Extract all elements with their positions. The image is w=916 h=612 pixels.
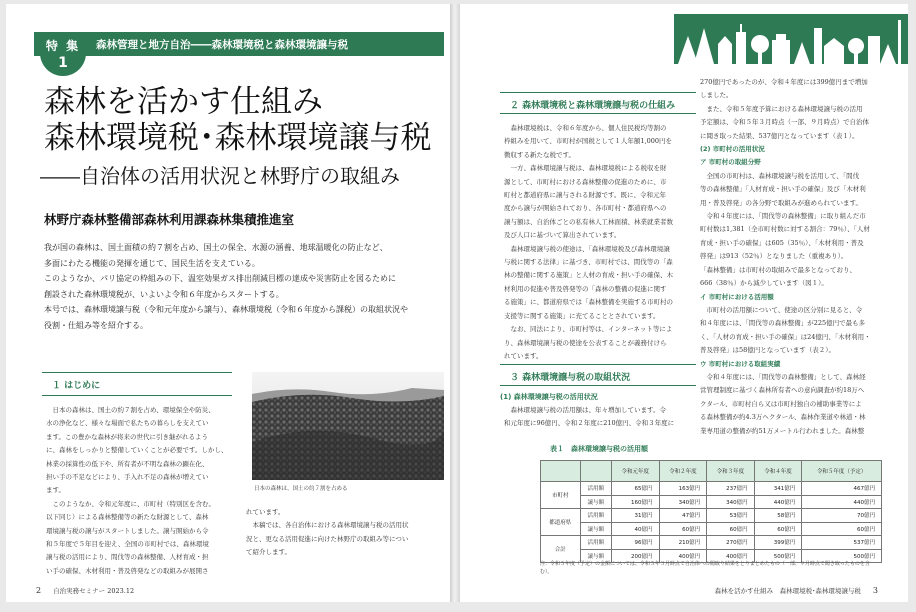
- table-cell: 537億円: [802, 536, 882, 550]
- feature-badge: [40, 32, 86, 76]
- body-line: 予定額は、令和５年３月時点（一部、９月時点）で自治体: [700, 118, 869, 127]
- body-line: 270億円であったのが、令和４年度には399億円まで増加: [700, 78, 868, 86]
- table-cell: 270億円: [707, 536, 755, 550]
- table-cell: 200億円: [611, 549, 659, 563]
- table-cell: 60億円: [707, 522, 755, 536]
- body-line: る森林整備が約4.3万ヘクタール、森林作業道や林道・林: [700, 413, 866, 422]
- feature-title: 森林管理と地方自治――森林環境税と森林環境譲与税: [96, 39, 348, 51]
- table-row-label: 譲与額: [580, 495, 611, 509]
- body-line: ます。: [46, 486, 65, 495]
- left-footer: [36, 586, 134, 595]
- body-line: 譲与額は、自治体ごとの私有林人工林面積、林業就業者数: [504, 217, 673, 226]
- table-cell: 60億円: [754, 522, 802, 536]
- table-row: [541, 495, 882, 509]
- body-line: 森林環境譲与税の使途は、「森林環境税及び森林環境譲: [504, 244, 670, 253]
- table-header-cell: 令和５年度（予定）: [802, 461, 882, 482]
- right-footer: [715, 586, 878, 595]
- running-title: 森林を活かす仕組み 森林環境税･森林環境譲与税: [714, 587, 861, 595]
- book-gutter: [450, 4, 460, 602]
- table-group-label: 都道府県: [541, 509, 581, 536]
- feature-label: 特 集: [45, 39, 81, 53]
- body-line: 林業の採算性の低下や、所有者が不明な森林の顕在化、: [46, 459, 209, 468]
- section3-subheading: (1) 森林環境譲与税の活用状況: [500, 393, 598, 401]
- table-row: [541, 522, 882, 536]
- body-line: 本稿では、各自治体における森林環境譲与税の活用状: [246, 521, 409, 530]
- body-line: 和元年度に96億円、令和２年度に210億円、令和３年度に: [504, 419, 675, 428]
- body-line: 森林環境税は、令和６年度から、個人住民税均等割の: [504, 124, 667, 132]
- table-cell: 340億円: [707, 495, 755, 509]
- table-cell: 53億円: [707, 509, 755, 523]
- body-line: に、森林をしっかりと整備していくことが必要です。しかし、: [46, 446, 228, 455]
- table-header-row: [541, 461, 882, 482]
- body-line: 和４年度には、「間伐等の森林整備」が225億円で最も多: [700, 319, 866, 328]
- skyline-illustration: [674, 14, 908, 64]
- table-cell: 60億円: [659, 522, 707, 536]
- subheading: イ 市町村における活用額: [700, 292, 774, 301]
- body-line: 666（38％）から減少しています（図１）。: [700, 279, 828, 288]
- table-cell: 399億円: [754, 536, 802, 550]
- body-line: り、森林環境譲与税の使途を公表することが義務付けら: [504, 338, 667, 347]
- body-line: 一方、森林環境譲与税は、森林環境税による税収を財: [504, 164, 667, 173]
- body-line: 町村数は1,381（全市町村数に対する割合：79％）、「人材: [700, 225, 870, 234]
- body-line: 市町村の活用額について、使途の区分別に見ると、令: [700, 305, 863, 314]
- body-line: 徴収する新たな税です。: [504, 150, 575, 159]
- forest-photo: [252, 372, 444, 480]
- table1-note: 注：令和５年度（予定）の金額については、令和５年３月時点で自治体への聞取り結果をとりまとめたもの（一部、９月時点で聞き取ったものを含む）。: [540, 561, 870, 575]
- body-line: て紹介します。: [246, 548, 291, 557]
- body-line: 普及啓発」は58億円となっています（表２）。: [700, 346, 836, 355]
- subheading: ア 市町村の取組分野: [700, 158, 761, 167]
- body-line: 度から譲与が開始されており、各市町村・都道府県への: [504, 204, 667, 213]
- body-line: 与税に関する法律」に基づき、市町村では、間伐等の「森: [504, 258, 673, 267]
- body-line: く、「人材の育成・担い手の確保」は24億円、「木材利用・: [700, 332, 871, 341]
- section2-column2: [700, 76, 900, 438]
- section3-heading: ３ 森林環境譲与税の取組状況: [500, 364, 696, 386]
- table1-title: 表１ 森林環境譲与税の活用額: [550, 445, 648, 453]
- body-line: ます。この豊かな森林が将来の世代に引き継がれるよう: [46, 432, 208, 441]
- table-cell: 65億円: [611, 482, 659, 496]
- author-byline: 林野庁森林整備部森林利用課森林集積推進室: [44, 212, 295, 227]
- section3-column1: [504, 404, 704, 431]
- table-header-cell: 令和２年度: [659, 461, 707, 482]
- article-title-line1: 森林を活かす仕組み: [44, 84, 323, 120]
- table-cell: 467億円: [802, 482, 882, 496]
- table-row-label: 譲与額: [580, 549, 611, 563]
- table-cell: 500億円: [754, 549, 802, 563]
- table-header-cell: 令和元年度: [611, 461, 659, 482]
- body-line: 啓発」は913（52％）となりました（重複あり）。: [700, 252, 848, 261]
- lead-line: 本号では、森林環境譲与税（令和元年度から譲与）、森林環境税（令和６年度から課税）の取組状況や: [44, 305, 408, 314]
- body-line: 森林環境譲与税の活用額は、年々増加しています。令: [504, 406, 666, 414]
- body-line: 日本の森林は、国土の約７割を占め、環境保全や防災、: [46, 406, 215, 414]
- table-cell: 210億円: [659, 536, 707, 550]
- lead-line: 多面にわたる機能の発揮を通じて、国民生活を支えている。: [44, 258, 260, 268]
- table-cell: 500億円: [802, 549, 882, 563]
- table-cell: 341億円: [754, 482, 802, 496]
- body-line: 支援等に関する施策」に充てることとされています。: [504, 311, 660, 320]
- body-line: また、令和５年度予算における森林環境譲与税の活用: [700, 104, 863, 113]
- body-line: 源として、市町村における森林整備の促進のために、市: [504, 177, 667, 186]
- section1-heading: １ はじめに: [42, 372, 232, 396]
- photo-caption: 日本の森林は、国土の約７割を占める: [254, 486, 348, 492]
- table-header-cell: 令和３年度: [707, 461, 755, 482]
- body-line: 「森林整備」は市町村の取組みで最多となっており、: [700, 265, 856, 274]
- page-number: 2: [36, 586, 42, 595]
- table-cell: 440億円: [754, 495, 802, 509]
- body-line: 業専用道の整備が約51万メートル行われました。森林整: [700, 426, 865, 435]
- body-line: 町村と都道府県に譲与される財源です。既に、令和元年: [504, 191, 666, 200]
- body-line: 営管理制度に基づく森林所有者への意向調査が約18万へ: [700, 386, 865, 395]
- section2-heading: ２ 森林環境税と森林環境譲与税の仕組み: [500, 92, 696, 114]
- body-line: れています。: [246, 508, 285, 516]
- body-line: 等の森林整備」「人材育成・担い手の確保」及び「木材利: [700, 185, 866, 194]
- table-cell: 47億円: [659, 509, 707, 523]
- feature-number: 1: [58, 55, 68, 71]
- body-line: 用・普及啓発」の各分野で取組みが進められています。: [700, 198, 862, 207]
- lead-line: 我が国の森林は、国土面積の約７割を占め、国土の保全、水源の涵養、地球温暖化の防止など、: [44, 243, 388, 252]
- subheading: ウ 市町村における取組実績: [700, 359, 781, 368]
- section2-column1: [504, 122, 704, 363]
- table-cell: 340億円: [659, 495, 707, 509]
- body-line: れています。: [504, 351, 543, 360]
- table-header-cell: 令和４年度: [754, 461, 802, 482]
- body-line: 枠組みを用いて、市町村が国税として１人年額1,000円を: [504, 137, 672, 146]
- page-number: 3: [872, 586, 878, 595]
- body-line: 況と、更なる活用促進に向けた林野庁の取組み等につい: [246, 534, 409, 543]
- body-line: 環境譲与税の譲与がスタートしました。譲与開始から令: [46, 526, 209, 535]
- section1-column2: [246, 506, 446, 560]
- table-row-label: 活用額: [580, 536, 611, 550]
- lead-line: 創設された森林環境税が、いよいよ令和６年度からスタートする。: [44, 289, 284, 299]
- table-group-label: 市町村: [541, 482, 581, 509]
- body-line: い手の確保、木材利用・普及啓発などの取組みが展開さ: [46, 566, 209, 575]
- body-line: 以下同じ）による森林整備等の新たな財源として、森林: [46, 513, 209, 522]
- table-cell: 70億円: [802, 509, 882, 523]
- table-cell: 400億円: [659, 549, 707, 563]
- publication-name: 自治実務セミナー 2023.12: [53, 587, 135, 595]
- lead-paragraph: [44, 240, 444, 333]
- table-cell: 58億円: [754, 509, 802, 523]
- table-row-label: 活用額: [580, 482, 611, 496]
- section1-column1: [46, 404, 242, 578]
- body-line: 水の浄化など、様々な場面で私たちの暮らしを支えてい: [46, 419, 209, 428]
- subheading: (2) 市町村の活用状況: [700, 145, 765, 154]
- body-line: 令和４年度には、「間伐等の森林整備」に取り組んだ市: [700, 212, 866, 221]
- left-page: [6, 4, 450, 602]
- table-cell: 40億円: [611, 522, 659, 536]
- right-page: [460, 4, 908, 602]
- lead-line: このようなか、パリ協定の枠組みの下、温室効果ガス排出削減目標の達成や災害防止を図るために: [44, 274, 396, 283]
- body-line: 全国の市町村は、森林環境譲与税を活用して、「間伐: [700, 171, 860, 180]
- table-group-label: 合計: [541, 536, 581, 563]
- table1: [540, 460, 882, 563]
- table-cell: 400億円: [707, 549, 755, 563]
- table-cell: 163億円: [659, 482, 707, 496]
- body-line: クタール、市町村自ら又は市町村独自の補助事業等によ: [700, 399, 862, 408]
- table-row: [541, 482, 882, 496]
- body-line: なお、同法により、市町村等は、インターネット等によ: [504, 325, 673, 334]
- table-row: [541, 536, 882, 550]
- table-cell: 160億円: [611, 495, 659, 509]
- body-line: 材利用の促進や普及啓発等の「森林の整備の促進に関す: [504, 284, 667, 293]
- body-line: る施策」に、都道府県では「森林整備を実施する市町村の: [504, 298, 673, 307]
- body-line: 育成・担い手の確保」は605（35％）、「木材利用・普及: [700, 238, 864, 247]
- body-line: 譲与税の活用により、間伐等の森林整備、人材育成・担: [46, 553, 209, 562]
- table-cell: 237億円: [707, 482, 755, 496]
- body-line: に聞き取った結果、537億円となっています（表１）。: [700, 131, 859, 140]
- body-line: 担い手の不足などにより、手入れ不足の森林が増えてい: [46, 473, 209, 482]
- table-row-label: 活用額: [580, 509, 611, 523]
- table-cell: 96億円: [611, 536, 659, 550]
- article-subtitle: ――自治体の活用状況と林野庁の取組み: [40, 164, 400, 188]
- body-line: 林の整備に関する施策」と人材の育成・担い手の確保、木: [504, 271, 673, 280]
- body-line: 和５年度で５年目を迎え、全国の市町村では、森林環境: [46, 540, 209, 549]
- body-line: 令和４年度には、「間伐等の森林整備」として、森林経: [700, 372, 866, 381]
- table-row-label: 譲与額: [580, 522, 611, 536]
- body-line: このようなか、令和元年度に、市町村（特別区を含む。: [46, 499, 215, 508]
- body-line: しました。: [700, 91, 733, 100]
- table-header-cell: [541, 461, 581, 482]
- table-row: [541, 509, 882, 523]
- table-header-cell: [580, 461, 611, 482]
- table-cell: 440億円: [802, 495, 882, 509]
- table-cell: 60億円: [802, 522, 882, 536]
- body-line: 及び人口に基づいて算出されています。: [504, 231, 621, 240]
- article-title-line2: 森林環境税･森林環境譲与税: [44, 120, 432, 156]
- table-cell: 31億円: [611, 509, 659, 523]
- lead-line: 役割・仕組み等を紹介する。: [44, 320, 148, 330]
